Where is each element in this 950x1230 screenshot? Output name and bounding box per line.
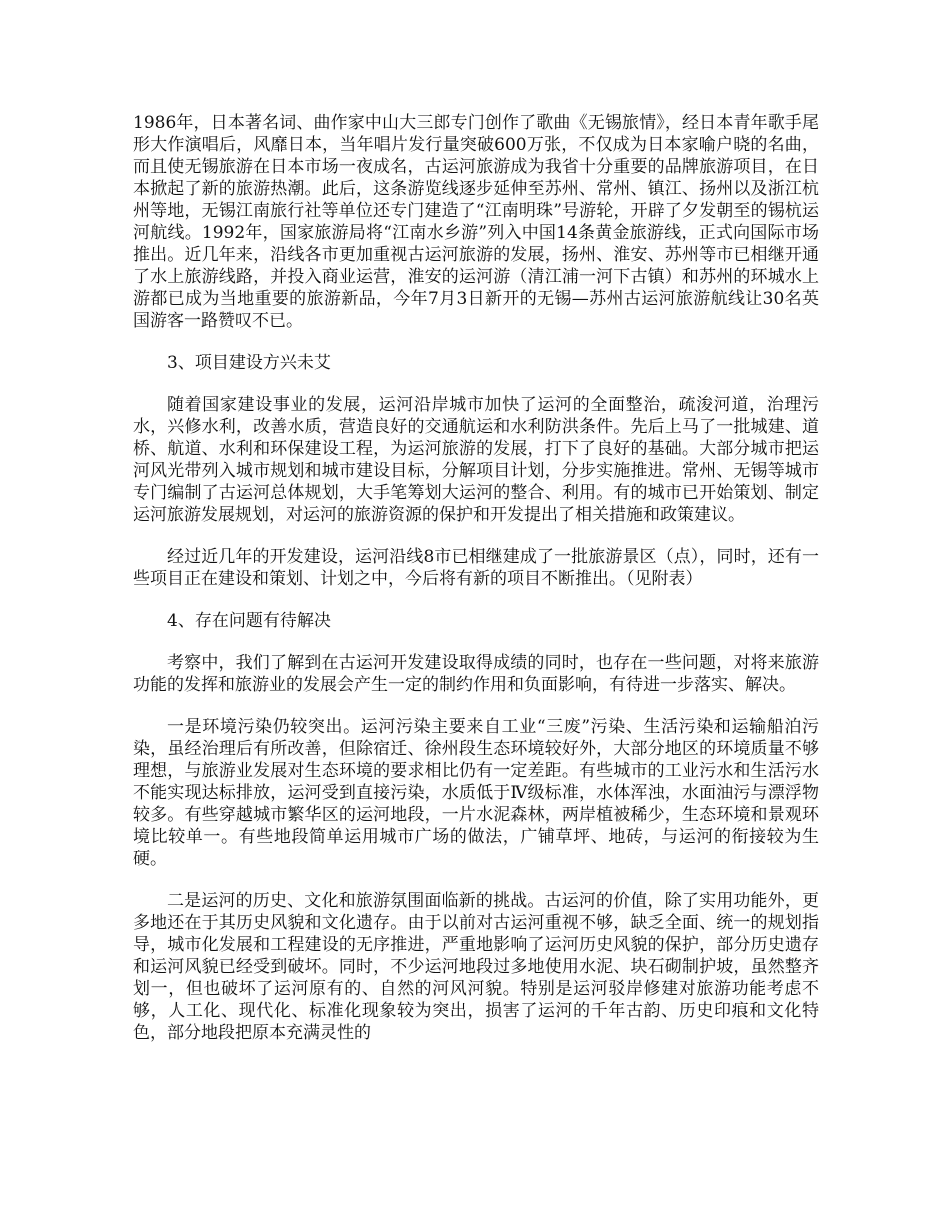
paragraph-pollution: 一是环境污染仍较突出。运河污染主要来自工业“三废”污染、生活污染和运输船泊污染，虽经治理后有所改善，但除宿迁、徐州段生态环境较好外，大部分地区的环境质量不够理想，与旅游业发展对生态环境的要求相比仍有一定差距。有些城市的工业污水和生活污水不能实现达标排放，运河受到直接污染，水质低于Ⅳ级标准，水体浑浊，水面油污与漂浮物较多。有些穿越城市繁华区的运河地段，一片水泥森林，两岸植被稀少，生态环境和景观环境比较单一。有些地段简单运用城市广场的做法，广铺草坪、地砖，与运河的衔接较为生硬。: [133, 717, 819, 869]
paragraph-history-culture: 二是运河的历史、文化和旅游氛围面临新的挑战。古运河的价值，除了实用功能外，更多地还在于其历史风貌和文化遗存。由于以前对古运河重视不够，缺乏全面、统一的规划指导，城市化发展和工程建设的无序推进，严重地影响了运河历史风貌的保护，部分历史遗存和运河风貌已经受到破坏。同时，不少运河地段过多地使用水泥、块石砌制护坡，虽然整齐划一，但也破坏了运河原有的、自然的河风河貌。特别是运河驳岸修建对旅游功能考虑不够，人工化、现代化、标准化现象较为突出，损害了运河的千年古韵、历史印痕和文化特色，部分地段把原本充满灵性的: [133, 891, 819, 1043]
section-heading-4: 4、存在问题有待解决: [167, 611, 331, 631]
paragraph-problems-intro: 考察中，我们了解到在古运河开发建设取得成绩的同时，也存在一些问题，对将来旅游功能的发挥和旅游业的发展会产生一定的制约作用和负面影响，有待进一步落实、解决。: [133, 653, 819, 695]
document-page: [133, 112, 819, 1064]
paragraph-intro: 1986年，日本著名词、曲作家中山大三郎专门创作了歌曲《无锡旅情》，经日本青年歌手尾形大作演唱后，风靡日本，当年唱片发行量突破600万张，不仅成为日本家喻户晓的名曲，而且使无锡旅游在日本市场一夜成名，古运河旅游成为我省十分重要的品牌旅游项目，在日本掀起了新的旅游热潮。此后，这条游览线逐步延伸至苏州、常州、镇江、扬州以及浙江杭州等地，无锡江南旅行社等单位还专门建造了“江南明珠”号游轮，开辟了夕发朝至的锡杭运河航线。1992年，国家旅游局将“江南水乡游”列入中国14条黄金旅游线，正式向国际市场推出。近几年来，沿线各市更加重视古运河旅游的发展，扬州、淮安、苏州等市已相继开通了水上旅游线路，并投入商业运营，淮安的运河游（清江浦一河下古镇）和苏州的环城水上游都已成为当地重要的旅游新品，今年7月3日新开的无锡—苏州古运河旅游航线让30名英国游客一路赞叹不已。: [133, 113, 819, 331]
paragraph-scenic-areas: 经过近几年的开发建设，运河沿线8市已相继建成了一批旅游景区（点），同时，还有一些项目正在建设和策划、计划之中，今后将有新的项目不断推出。（见附表）: [133, 547, 819, 589]
section-heading-3: 3、项目建设方兴未艾: [167, 353, 331, 373]
paragraph-project-construction: 随着国家建设事业的发展，运河沿岸城市加快了运河的全面整治，疏浚河道，治理污水，兴修水利，改善水质，营造良好的交通航运和水利防洪条件。先后上马了一批城建、道桥、航道、水利和环保建设工程，为运河旅游的发展，打下了良好的基础。大部分城市把运河风光带列入城市规划和城市建设目标，分解项目计划，分步实施推进。常州、无锡等城市专门编制了古运河总体规划，大手笔筹划大运河的整合、利用。有的城市已开始策划、制定运河旅游发展规划，对运河的旅游资源的保护和开发提出了相关措施和政策建议。: [133, 395, 819, 525]
